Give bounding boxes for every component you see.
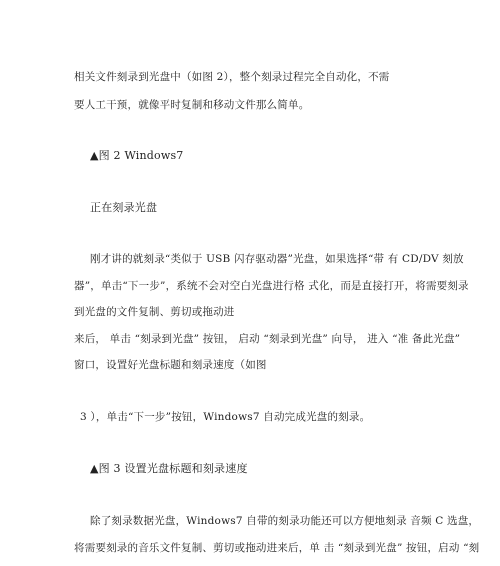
figure-2-subcaption: 正在刻录光盘 (90, 201, 158, 214)
paragraph-2-line-1: 刚才讲的就刻录“类似于 USB 闪存驱动器”光盘，如果选择“带 有 CD/DV 刻放 (90, 253, 464, 265)
paragraph-2-line-2: 器”，单击“下一步”，系统不会对空白光盘进行格 式化，而是直接打开，将需要刻录 (74, 280, 469, 292)
paragraph-3-line-2: 将需要刻录的音乐文件复制、剪切或拖动进来后，单 击 “刻录到光盘” 按钮，启动 “刻 (74, 542, 480, 554)
paragraph-2-line-4: 来后， 单击 “刻录到光盘” 按钮， 启动 “刻录到光盘” 向导， 进入 “准 备此光盘” (74, 333, 461, 345)
paragraph-2-line-3: 到光盘的文件复制、剪切或拖动进 (74, 306, 235, 318)
paragraph-3-line-1: 除了刻录数据光盘，Windows7 自带的刻录功能还可以方便地刻录 音频 C 选盘， (90, 515, 480, 527)
figure-2-caption: ▲图 2 Windows7 (90, 149, 184, 162)
paragraph-2-line-6: 3 ），单击“下一步”按钮，Windows7 自动完成光盘的刻录。 (80, 411, 371, 423)
paragraph-1-line-2: 要人工干预，就像平时复制和移动文件那么简单。 (74, 99, 310, 111)
paragraph-1-line-1: 相关文件刻录到光盘中（如图 2），整个刻录过程完全自动化，不需 (74, 71, 390, 83)
paragraph-2-line-5: 窗口，设置好光盘标题和刻录速度（如图 (74, 359, 267, 371)
figure-3-caption: ▲图 3 设置光盘标题和刻录速度 (90, 462, 248, 475)
